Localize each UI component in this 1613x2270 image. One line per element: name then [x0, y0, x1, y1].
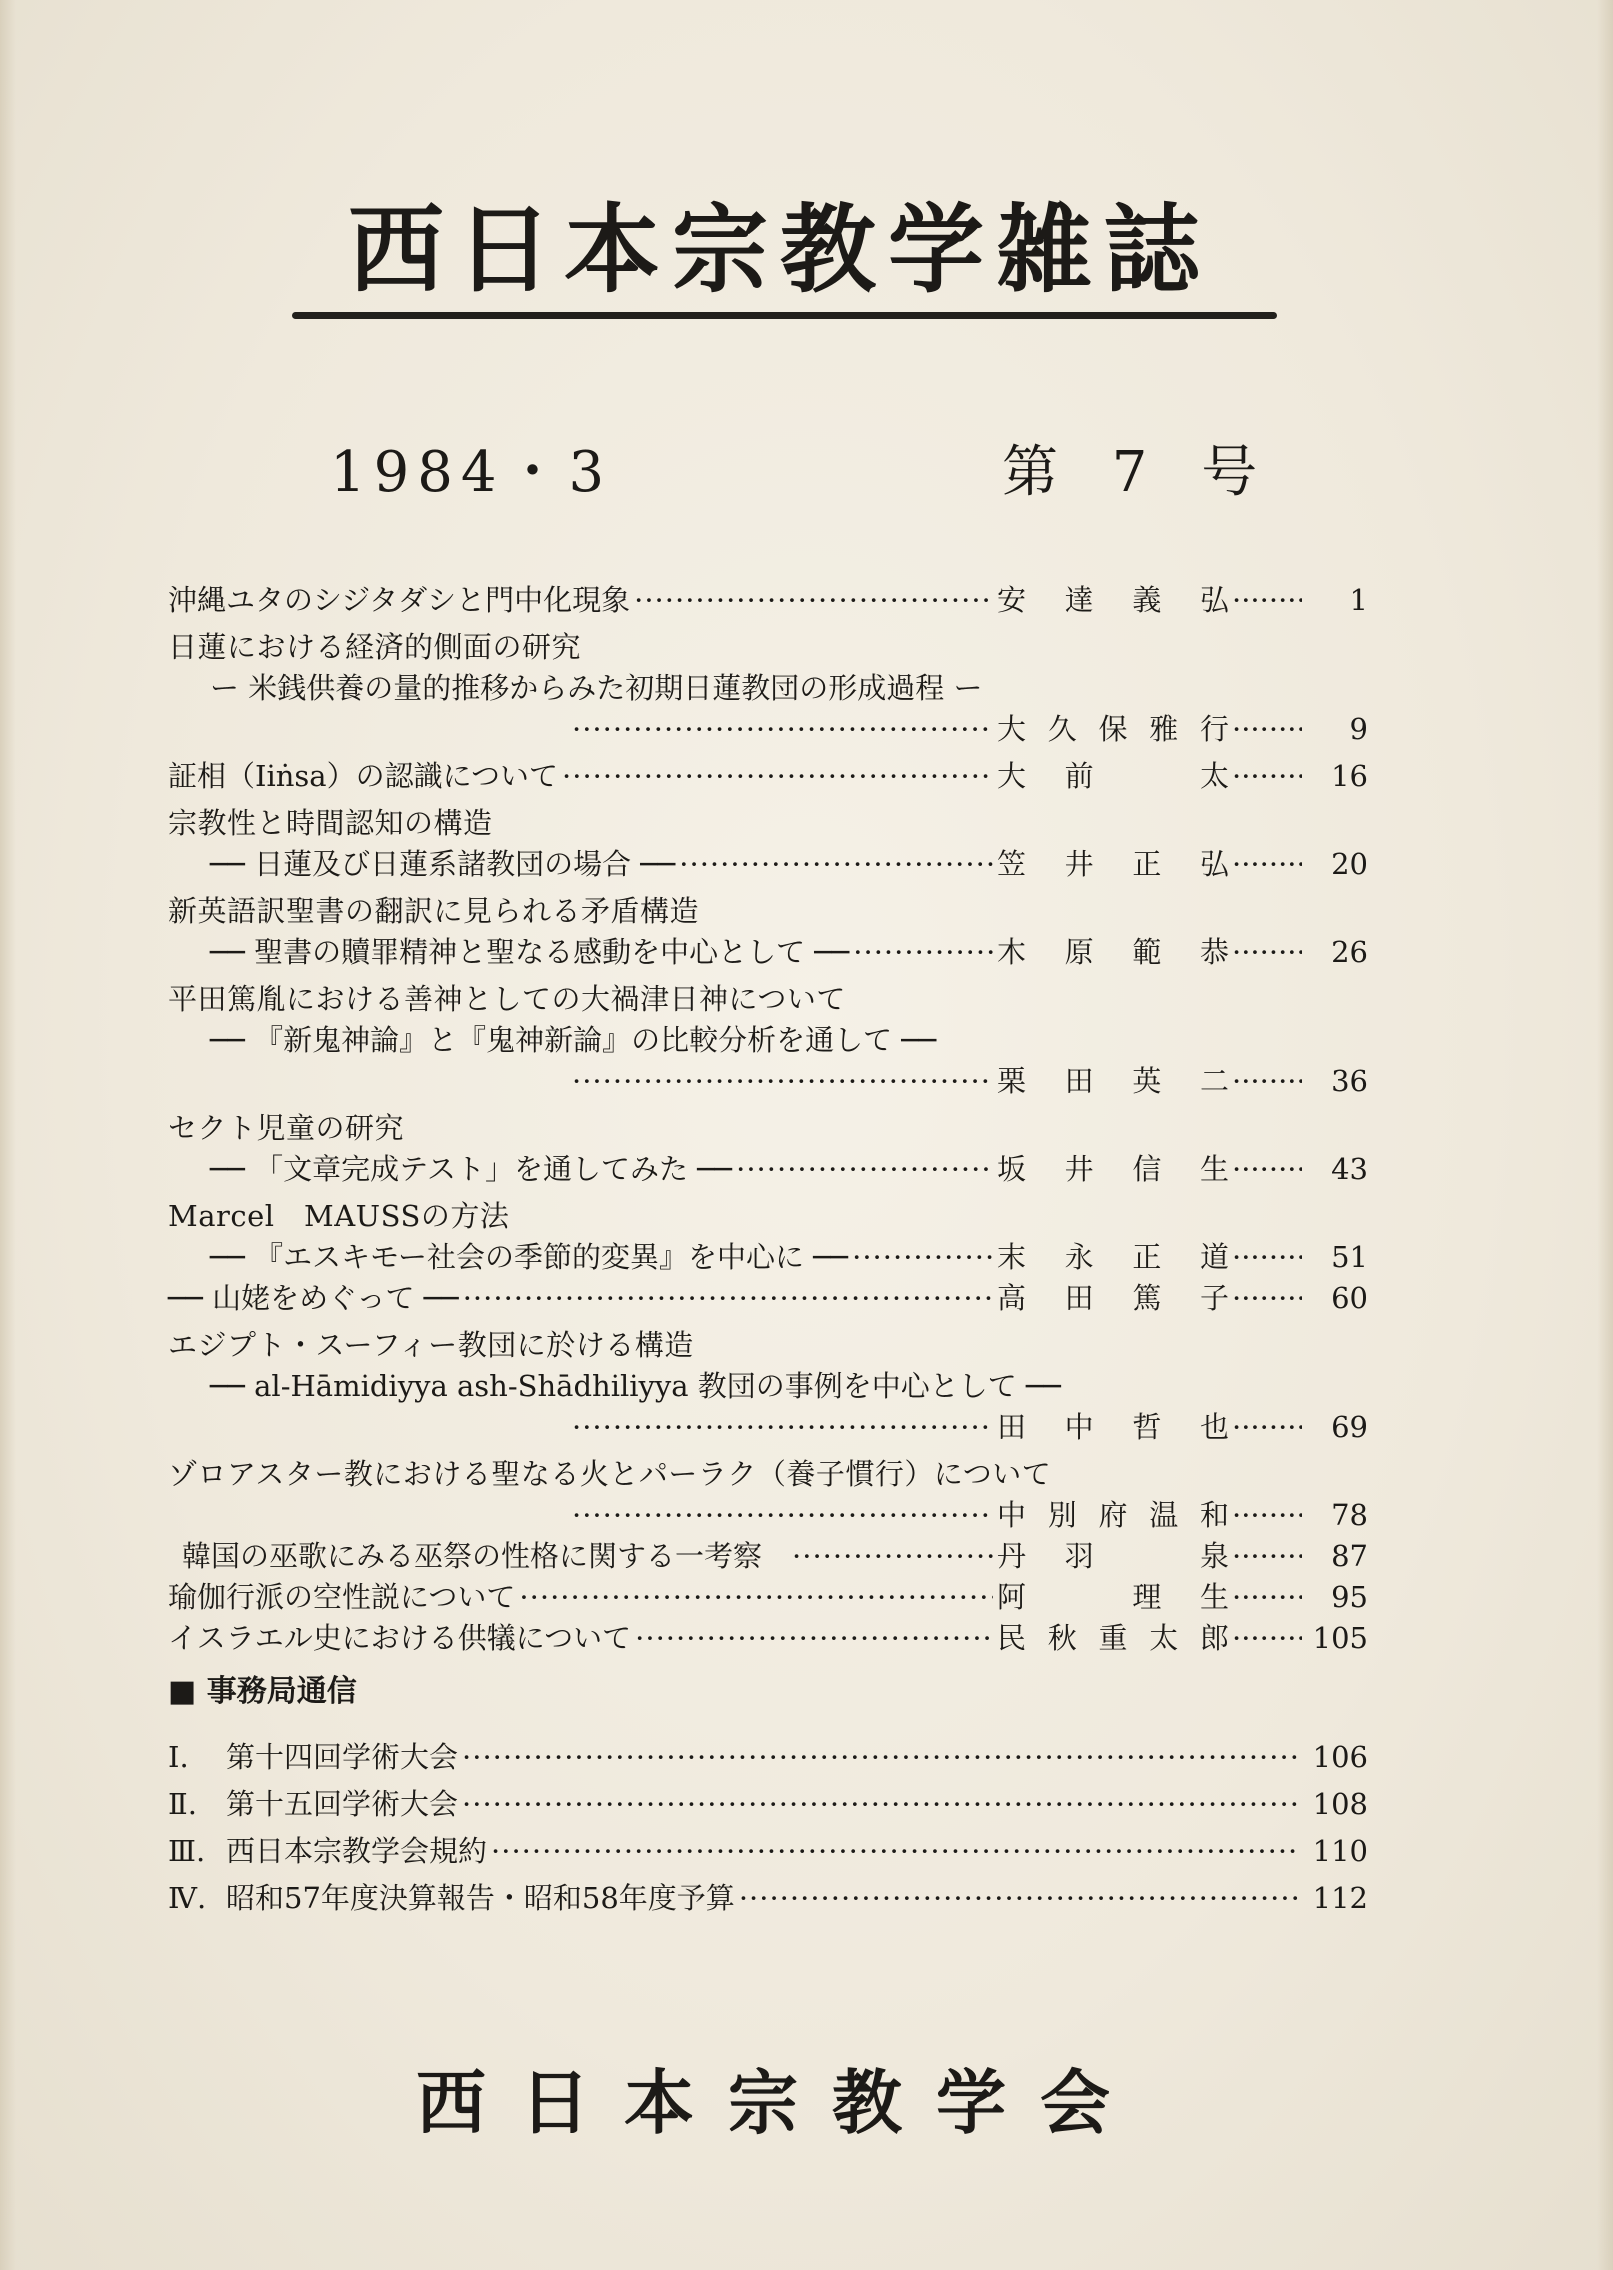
toc-page: 43	[1331, 1152, 1368, 1186]
dot-leader	[1232, 1407, 1302, 1448]
toc-page: 20	[1331, 847, 1368, 881]
toc-page: 60	[1331, 1281, 1368, 1315]
toc-author: 坂井信生	[997, 1152, 1232, 1186]
toc-page: 9	[1349, 712, 1368, 746]
dot-leader	[1232, 1061, 1302, 1102]
toc-line	[168, 709, 1368, 750]
dot-leader	[462, 1734, 1298, 1781]
toc-line	[168, 1108, 1368, 1149]
toc-line	[168, 1278, 1368, 1319]
toc-title: ゾロアスター教における聖なる火とパーラク（養子慣行）について	[168, 1457, 1052, 1491]
dot-leader	[572, 1495, 993, 1536]
dot-leader	[1232, 1149, 1302, 1190]
toc-entry	[168, 803, 1368, 885]
office-news-item	[168, 1734, 1368, 1781]
office-news-page: 106	[1312, 1740, 1368, 1774]
office-news-item	[168, 1875, 1368, 1922]
dot-leader	[572, 1407, 993, 1448]
toc-page: 78	[1331, 1498, 1368, 1532]
dot-leader	[1232, 932, 1302, 973]
toc-title: ── 山姥をめぐって ──	[168, 1281, 459, 1315]
toc-subtitle: ── 「文章完成テスト」を通してみた ──	[210, 1152, 733, 1186]
table-of-contents	[168, 580, 1368, 1659]
toc-subtitle: ー 米銭供養の量的推移からみた初期日蓮教団の形成過程 ー	[210, 671, 983, 705]
dot-leader	[562, 756, 993, 797]
toc-title: 沖縄ユタのシジタダシと門中化現象	[168, 583, 631, 617]
toc-line	[168, 627, 1368, 668]
toc-entry	[168, 1108, 1368, 1190]
office-news-title: 西日本宗教学会規約	[226, 1834, 488, 1868]
toc-line	[168, 1366, 1368, 1407]
toc-line	[168, 1325, 1368, 1366]
office-news-list	[168, 1734, 1368, 1922]
dot-leader	[739, 1875, 1298, 1922]
toc-line	[168, 1495, 1368, 1536]
journal-title: 西日本宗教学雑誌	[348, 194, 1212, 306]
toc-entry	[168, 1196, 1368, 1278]
toc-line	[168, 1061, 1368, 1102]
office-news-title: 第十四回学術大会	[226, 1740, 459, 1774]
toc-title: 瑜伽行派の空性説について	[168, 1580, 516, 1614]
toc-line	[168, 1454, 1368, 1495]
toc-entry	[168, 1577, 1368, 1618]
toc-line	[168, 1196, 1368, 1237]
toc-title: イスラエル史における供犠について	[168, 1621, 632, 1655]
dot-leader	[634, 580, 993, 621]
toc-title: Marcel MAUSSの方法	[168, 1199, 510, 1233]
issue-number: 第 7 号	[1002, 440, 1276, 505]
toc-author: 栗田英二	[997, 1064, 1232, 1098]
toc-page: 51	[1331, 1240, 1368, 1274]
toc-author: 丹羽 泉	[997, 1539, 1232, 1573]
dot-leader	[491, 1828, 1298, 1875]
dot-leader	[462, 1781, 1298, 1828]
dot-leader	[1232, 1495, 1302, 1536]
toc-page: 87	[1331, 1539, 1368, 1573]
toc-title: 証相（Iiṅsa）の認識について	[168, 759, 559, 793]
toc-entry	[168, 1454, 1368, 1536]
dot-leader	[519, 1577, 993, 1618]
toc-subtitle: ── 『新鬼神論』と『鬼神新論』の比較分析を通して ──	[210, 1023, 937, 1057]
toc-author: 中別府温和	[997, 1498, 1232, 1532]
toc-title: 新英語訳聖書の翻訳に見られる矛盾構造	[168, 894, 700, 928]
toc-entry	[168, 756, 1368, 797]
office-news-title: 第十五回学術大会	[226, 1787, 459, 1821]
dot-leader	[1232, 1618, 1302, 1659]
office-news-item	[168, 1828, 1368, 1875]
toc-line	[168, 1237, 1368, 1278]
toc-line	[168, 668, 1368, 709]
toc-subtitle: ── al-Hāmidiyya ash-Shādhiliyya 教団の事例を中心として ──	[210, 1369, 1061, 1403]
toc-page: 105	[1312, 1621, 1368, 1655]
toc-author: 高田篤子	[997, 1281, 1232, 1315]
dot-leader	[1232, 844, 1302, 885]
office-news-page: 112	[1312, 1881, 1368, 1915]
toc-entry	[168, 627, 1368, 750]
toc-subtitle: ── 聖書の贖罪精神と聖なる感動を中心として ──	[210, 935, 850, 969]
toc-page: 16	[1331, 759, 1368, 793]
toc-author: 民秋重太郎	[997, 1621, 1232, 1655]
toc-entry	[168, 979, 1368, 1102]
toc-title: 日蓮における経済的側面の研究	[168, 630, 582, 664]
toc-author: 田中哲也	[997, 1410, 1232, 1444]
toc-entry	[168, 1618, 1368, 1659]
toc-title: 韓国の巫歌にみる巫祭の性格に関する一考察	[182, 1539, 763, 1573]
toc-author: 末永正道	[997, 1240, 1232, 1274]
paper-edge-left	[0, 0, 16, 2270]
office-news-heading: ■ 事務局通信	[168, 1674, 357, 1709]
toc-author: 木原範恭	[997, 935, 1232, 969]
dot-leader	[463, 1278, 993, 1319]
dot-leader	[572, 709, 993, 750]
toc-page: 69	[1331, 1410, 1368, 1444]
toc-page: 26	[1331, 935, 1368, 969]
toc-author: 大久保雅行	[997, 712, 1232, 746]
dot-leader	[635, 1618, 993, 1659]
toc-line	[168, 1149, 1368, 1190]
toc-line	[168, 844, 1368, 885]
dot-leader	[1232, 756, 1302, 797]
title-underline	[292, 312, 1277, 319]
publisher-name: 西日本宗教学会	[416, 2062, 1144, 2144]
toc-line	[168, 1577, 1368, 1618]
dot-leader	[1232, 709, 1302, 750]
paper-edge-right	[1597, 0, 1613, 2270]
dot-leader	[679, 844, 993, 885]
toc-line	[168, 756, 1368, 797]
toc-page: 1	[1349, 583, 1368, 617]
office-news-page: 108	[1312, 1787, 1368, 1821]
office-news-number: Ⅰ.	[168, 1740, 189, 1774]
dot-leader	[736, 1149, 993, 1190]
toc-page: 95	[1331, 1580, 1368, 1614]
issue-date: 1984・3	[330, 440, 613, 505]
toc-subtitle: ── 日蓮及び日蓮系諸教団の場合 ──	[210, 847, 676, 881]
dot-leader	[1232, 1536, 1302, 1577]
toc-title: セクト児童の研究	[168, 1111, 405, 1145]
dot-leader	[1232, 1577, 1302, 1618]
toc-line	[168, 1536, 1368, 1577]
office-news-number: Ⅳ.	[168, 1881, 207, 1915]
dot-leader	[1232, 580, 1302, 621]
toc-line	[168, 1618, 1368, 1659]
dot-leader	[1232, 1278, 1302, 1319]
toc-author: 大前 太	[997, 759, 1232, 793]
office-news-number: Ⅱ.	[168, 1787, 197, 1821]
dot-leader	[852, 1237, 993, 1278]
dot-leader	[853, 932, 993, 973]
toc-author: 笠井正弘	[997, 847, 1232, 881]
dot-leader	[572, 1061, 993, 1102]
toc-line	[168, 891, 1368, 932]
toc-title: 平田篤胤における善神としての大禍津日神について	[168, 982, 846, 1016]
dot-leader	[792, 1536, 993, 1577]
toc-entry	[168, 580, 1368, 621]
office-news-page: 110	[1312, 1834, 1368, 1868]
office-news-title: 昭和57年度決算報告・昭和58年度予算	[226, 1881, 735, 1915]
office-news-item	[168, 1781, 1368, 1828]
toc-title: エジプト・スーフィー教団に於ける構造	[168, 1328, 694, 1362]
office-news-number: Ⅲ.	[168, 1834, 206, 1868]
toc-entry	[168, 1278, 1368, 1319]
toc-line	[168, 803, 1368, 844]
toc-author: 阿 理生	[997, 1580, 1232, 1614]
toc-entry	[168, 891, 1368, 973]
dot-leader	[1232, 1237, 1302, 1278]
toc-line	[168, 979, 1368, 1020]
toc-line	[168, 580, 1368, 621]
toc-line	[168, 1407, 1368, 1448]
toc-subtitle: ── 『エスキモー社会の季節的変異』を中心に ──	[210, 1240, 849, 1274]
toc-page: 36	[1331, 1064, 1368, 1098]
toc-title: 宗教性と時間認知の構造	[168, 806, 493, 840]
toc-line	[168, 1020, 1368, 1061]
toc-entry	[168, 1325, 1368, 1448]
toc-line	[168, 932, 1368, 973]
toc-entry	[168, 1536, 1368, 1577]
toc-author: 安達義弘	[997, 583, 1232, 617]
